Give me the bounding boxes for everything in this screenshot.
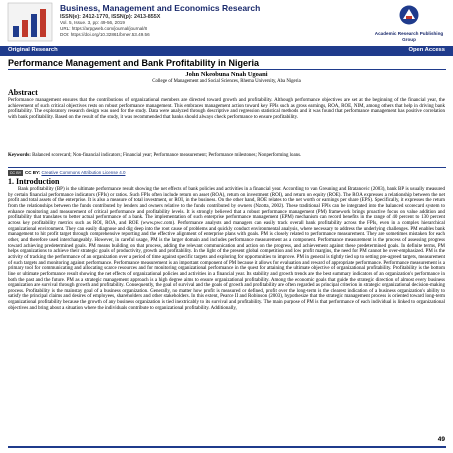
introduction-body	[8, 187, 445, 311]
journal-logo-icon	[7, 2, 53, 42]
keywords-label: Keywords:	[8, 153, 31, 158]
original-research-label: Original Research	[8, 47, 58, 53]
journal-issn: ISSN(e): 2412-1770, ISSN(p): 2413-855X	[60, 14, 161, 20]
page-number: 49	[437, 436, 445, 443]
journal-url[interactable]: URL: https://arpgweb.com/journal/journal/8	[60, 26, 148, 31]
journal-doi[interactable]: DOI: https://doi.org/10.32861/bmer.53.49.56	[60, 32, 150, 37]
keywords-text: Balanced scorecard; Non-financial indicators; Financial year; Performance measurement; Performance milestones; Nonperforming loans.	[32, 153, 302, 158]
abstract-heading: Abstract	[8, 88, 38, 97]
publisher-name-line2: Group	[402, 36, 416, 42]
footer-rule	[8, 446, 446, 448]
keywords	[8, 153, 445, 159]
cc-badge-icon: CC BY	[9, 171, 22, 175]
author-affiliation: College of Management and Social Sciences, Rhema University, Aba Nigeria	[152, 79, 301, 84]
journal-name: Business, Management and Economics Research	[60, 3, 261, 13]
introduction-paragraph: Bank profitability (BP) is the ultimate performance result showing the net effects of bank policies and activities in a financial year. According to van Greuning and Bratanovic (2003), bank BP is usually measured by certain financial performance indicators (FPIs) or ratios. Such FPIs often include return on asset (ROA), return on investment (ROI), and return on equity (ROE). The ROA expresses a relationship between the net profit and total assets of the enterprise. It is also a measure of total investment, or ROI, in the business. On the other hand, ROE relates to the net worth or earnings per share (EPS). Specifically, it expresses the return from the relationships between the funds contributed by lenders and owners relative to the funds contributed by owners (Nzotta, 2002). These traditional FPIs can be integrated into the balanced scorecard system to enhance monitoring and measurement of critical performance and profitability levels. It is strongly believed that a robust performance management (PM) framework brings proactive focus on value addition and profitability that translates to better actual performance of a bank. The implementation of such enterprise performance management (EPM) mechanism can record benefits in the range of 40 percent to 130 percent across key profitability metrics such as ROI, ROA, and ROE (www.pwc.com). Performance analysts and managers can easily track overall bank profitability across the FPIs, even in a complex hierarchical organizational environment. They can easily diagnose and dig deep into the root cause of problems and quickly conduct environmental analysis, where necessary to address the underlying challenges. PM enables bank management to hit profit target through comprehensive reporting and the effective alignment of enterprise plans with goals. PM is closely related to performance measurement. They are sometimes mistaken for each other, and therefore used interchangeably. However, in careful usage, PM is the larger domain and includes performance measurement as a component. Performance measurement is the process of assessing progress toward achieving predetermined goals. PM means building on that process, adding the relevant communication and action on the progress, and achievement against these predetermined goals. In definite terms, PM helps organizations to achieve their strategic goals of productivity, growth and profitability. In the light of the present global competition and low profit margins, the need for PM cannot be over-emphasized. PM is the activity of tracking the performance of an organization over a period of time against specific targets and exploring for opportunities to improve. PM in general is tightly tied up to setting pre-agreed targets, measurement of such targets and monitoring against performance. Performance measurement is an important component of PM because it allows for evaluation and reward of appropriate performance. Performance measurement is a primary tool for communicating and allocating scarce resources and for monitoring organizational performance in the quest for attaining the ultimate objective of organizational profitability. Profitability is the bottom line or ultimate performance result showing the net effects of organizational policies and activities in a financial year. Its stability and growth trends are the best summary indicators of an organization's performance in both the past and the future. PM as a strategic management approach is a high degree aims to ensure organizational profitability. Among the economic goals that guide the strategic direction of almost every business organization are survival through growth and profitability. Consequently, the goal of survival and the goals of growth and profitability are often regarded as principal criterion in strategic organizational decision-making process. Profitability is the mainstay goal of a business organization. Generally, no matter how profit is measured or defined, profit over the long-term is the clearest indication of a business organization's ability to satisfy the principal claims and desires of employees, shareholders and other stakeholders. In this extent, Pearce II and Robinson (2003), hypothesize that the strategic management process is oriented toward long-term organizational profitability because the growth of any business organization is tied inextricably to its survival and profitability. The main purpose of PM is that performance of each individual is linked to organizational objectives and bring about a situation where the individuals contribute to organizational profitability. Additionally,	[8, 187, 445, 311]
publisher-name-line1: Academic Research Publishing	[374, 31, 444, 36]
license-link[interactable]: Creative Commons Attribution License 4.0	[41, 170, 126, 176]
license-label: CC BY:	[25, 170, 41, 176]
open-access-label: Open Access	[408, 47, 445, 53]
journal-info	[60, 3, 260, 38]
abstract-text: Performance management ensures that the contributions of organizational members are directed toward growth and profitability. Although performance objectives are set at the beginning of the financial year, the achievement of such critical objectives rests on robust performance management. This embraces management action toward key FPIs such as gross earnings, ROA, ROE, NIM, among others that help in driving bank profitability. The exploratory research design was used for the study. Data were analyzed through descriptive and regression statistical methods and it was found that performance management has positive correlation with bank profitability. Based on the result of the study, it was recommended that banks should always check performance to ensure profitability.	[8, 98, 445, 121]
author-name: John Nkeobuna Nnah Ugoani	[185, 71, 268, 78]
abstract-divider	[8, 167, 446, 168]
article-title: Performance Management and Bank Profitability in Nigeria	[8, 58, 260, 68]
introduction-heading: 1. Introduction	[8, 177, 60, 186]
publisher-block	[370, 4, 448, 42]
journal-volume: Vol. 5, Issue. 3, pp: 49-56, 2019	[60, 20, 125, 25]
journal-header	[0, 0, 453, 46]
article-type-band	[0, 46, 453, 56]
title-divider	[8, 69, 446, 70]
publisher-logo-icon	[394, 4, 424, 26]
license-line	[8, 170, 125, 176]
